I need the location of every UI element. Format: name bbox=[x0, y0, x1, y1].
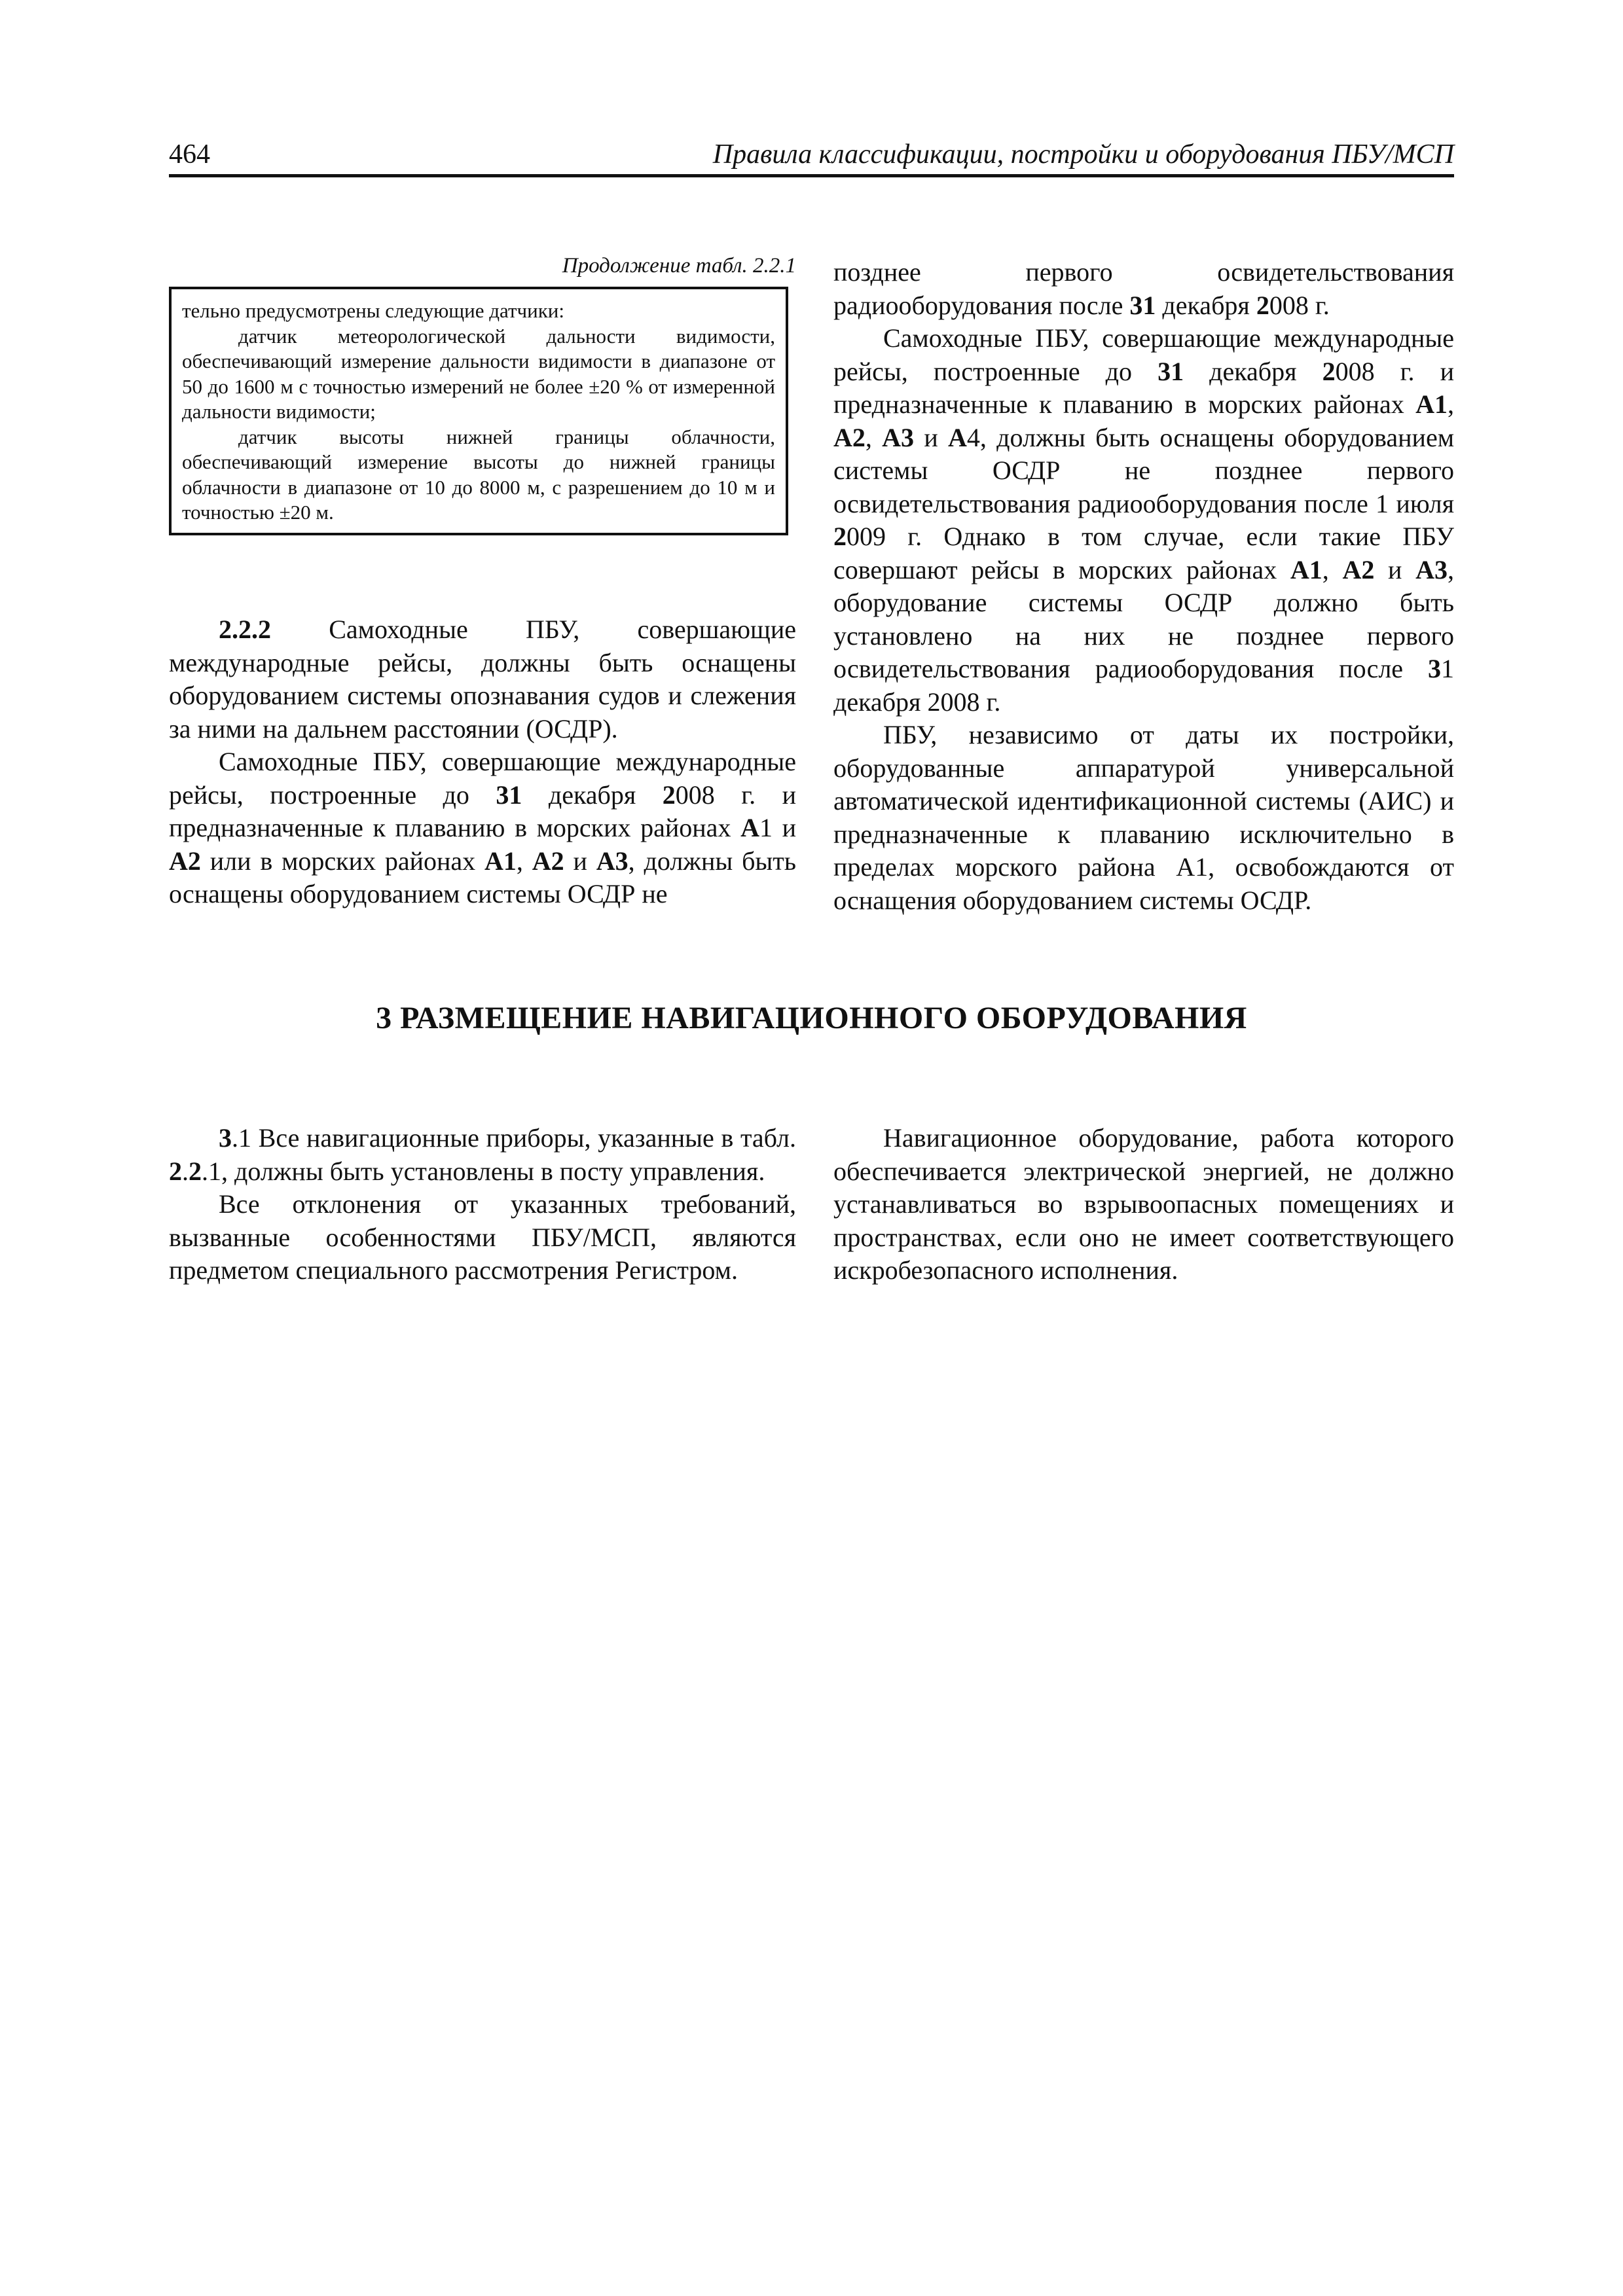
page-number: 464 bbox=[169, 139, 210, 170]
paragraph-hazardous-areas: Навигационное оборудование, работа которого обеспечивается электрической энергией, не должно устанавливаться во взрывоопасных помещениях и пространствах, если оно не имеет соответствующего искробезопасного исполнения. bbox=[833, 1123, 1454, 1285]
right-column-upper bbox=[833, 256, 1454, 917]
paragraph-continuation: позднее первого освидетельствования радиооборудования после 31 декабря 2008 г. bbox=[833, 257, 1454, 320]
header-rule bbox=[169, 174, 1454, 177]
paragraph-deviations: Все отклонения от указанных требований, вызванные особенностями ПБУ/МСП, являются предметом специального рассмотрения Регистром. bbox=[169, 1189, 796, 1285]
paragraph-lrit-a1-a4: Самоходные ПБУ, совершающие международные рейсы, построенные до 31 декабря 2008 г. и предназначенные к плаванию в морских районах А1, А2, А3 и А4, должны быть оснащены оборудованием системы ОСДР не позднее первого освидетельствования радиооборудования после 1 июля 2009 г. Однако в том случае, если такие ПБУ совершают рейсы в морских районах А1, А2 и А3, оборудование системы ОСДР должно быть установлено на них не позднее первого освидетельствования радиооборудования после 31 декабря 2008 г. bbox=[833, 323, 1455, 717]
table-line: тельно предусмотрены следующие датчики: bbox=[182, 299, 564, 322]
paragraph-2-2-2 bbox=[169, 613, 796, 745]
section-heading: 3 РАЗМЕЩЕНИЕ НАВИГАЦИОННОГО ОБОРУДОВАНИЯ bbox=[376, 1001, 1247, 1035]
paragraph-3-1: 3.1 Все навигационные приборы, указанные в табл. 2.2.1, должны быть установлены в посту управления. bbox=[169, 1123, 796, 1186]
right-column-lower bbox=[833, 1122, 1454, 1287]
table-item-visibility-sensor: датчик метеорологической дальности видимости, обеспечивающий измерение дальности видимости в диапазоне от 50 до 1600 м с точностью измерений не более ±20 % от измеренной дальности видимости; bbox=[182, 324, 775, 423]
clause-number: 2.2.2 bbox=[219, 615, 271, 644]
paragraph-lrit-a1-a2: Самоходные ПБУ, совершающие международные рейсы, построенные до 31 декабря 2008 г. и предназначенные к плаванию в морских районах А1 и А2 или в морских районах А1, А2 и А3, должны быть оснащены оборудованием системы ОСДР не bbox=[169, 747, 797, 908]
paragraph-ais-exemption: ПБУ, независимо от даты их постройки, оборудованные аппаратурой универсальной автоматической идентификационной системы (АИС) и предназначенные к плаванию исключительно в пределах морского района А1, освобождаются от оснащения оборудованием системы ОСДР. bbox=[833, 720, 1454, 915]
table-caption: Продолжение табл. 2.2.1 bbox=[562, 254, 796, 278]
table-box bbox=[169, 287, 788, 535]
table-item-cloud-height-sensor: датчик высоты нижней границы облачности, обеспечивающий измерение высоты до нижней границы облачности в диапазоне от 10 до 8000 м, с разрешением до 10 м и точностью ±20 м. bbox=[182, 425, 775, 524]
running-title: Правила классификации, постройки и оборудования ПБУ/МСП bbox=[712, 139, 1454, 170]
paragraph-text: Самоходные ПБУ, совершающие международные рейсы, должны быть оснащены оборудованием системы опознавания судов и слежения за ними на дальнем расстоянии (ОСДР). bbox=[169, 615, 796, 744]
left-column-upper bbox=[169, 613, 796, 911]
left-column-lower bbox=[169, 1122, 796, 1287]
